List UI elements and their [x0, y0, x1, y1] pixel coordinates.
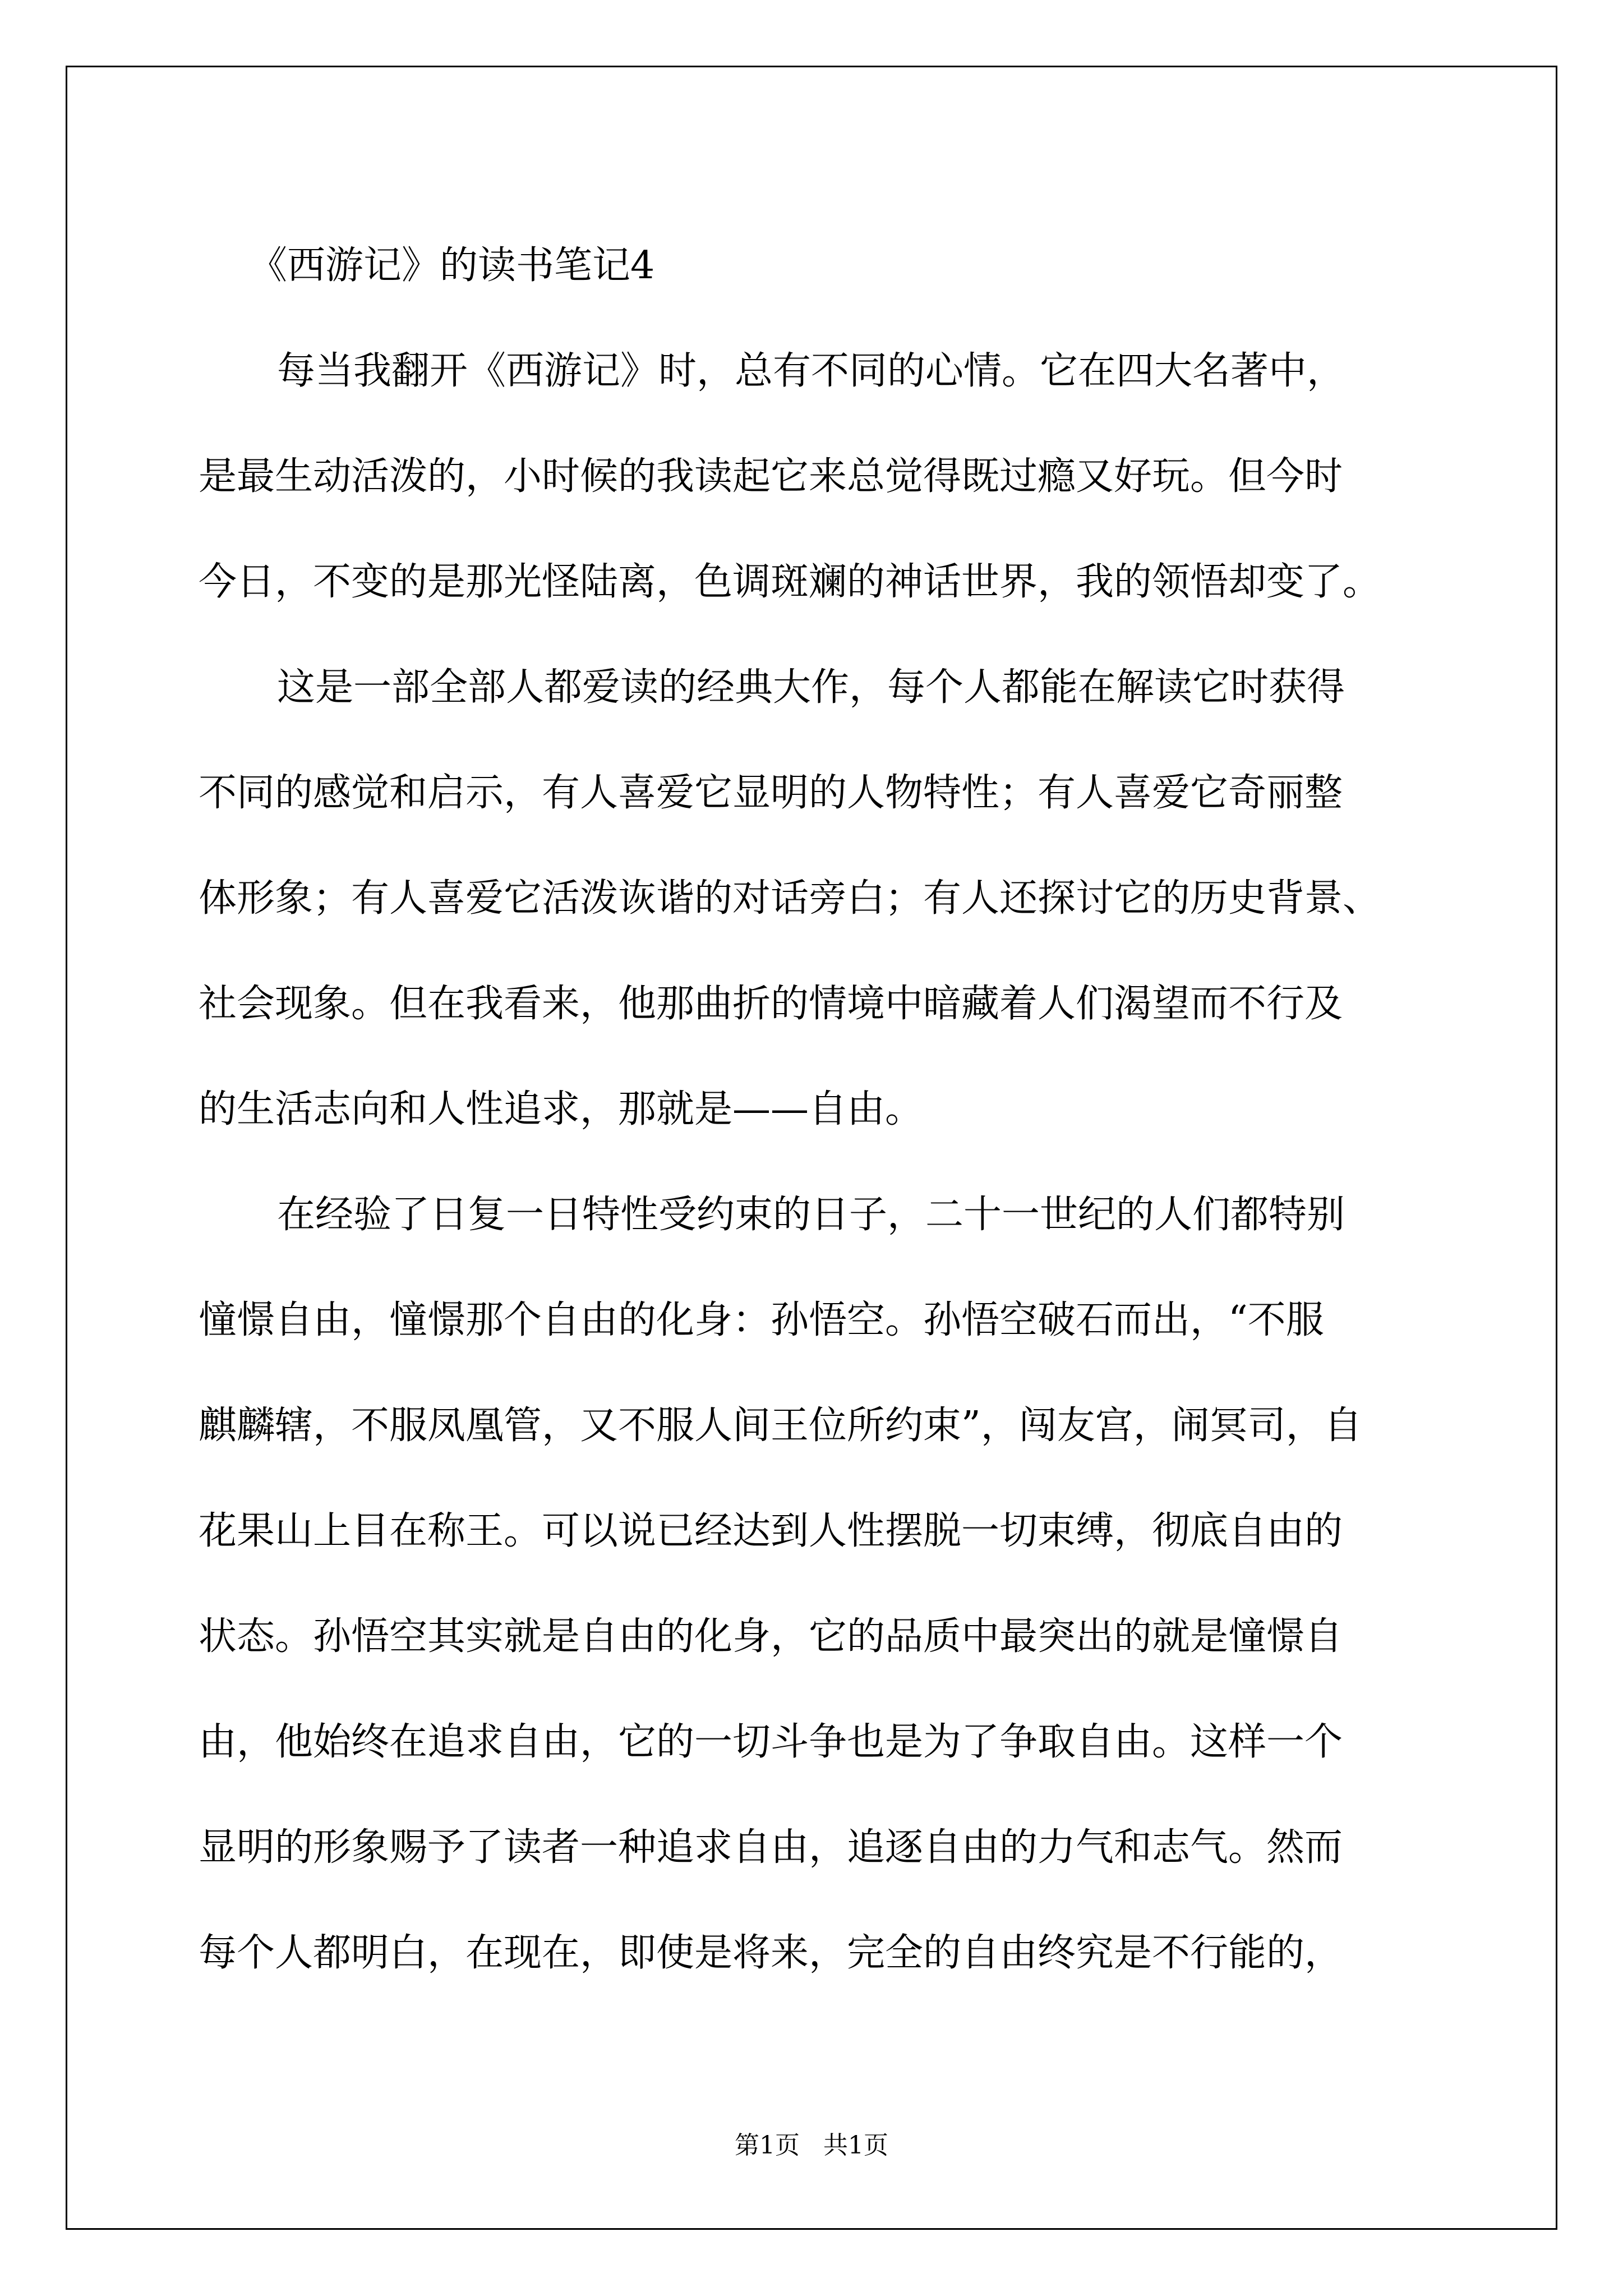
- text-line: 麒麟辖，不服凤凰管，又不服人间王位所约束”，闯友宫，闹冥司，自: [199, 1404, 1362, 1448]
- text-line: 社会现象。但在我看来，他那曲折的情境中暗藏着人们渴望而不行及: [199, 982, 1343, 1026]
- page-total: 共1页: [823, 2131, 888, 2160]
- text-line: 显明的形象赐予了读者一种追求自由，追逐自由的力气和志气。然而: [199, 1825, 1343, 1870]
- text-line: 每个人都明白，在现在，即使是将来，完全的自由终究是不行能的，: [199, 1931, 1343, 1975]
- page-footer: [0, 2129, 1623, 2162]
- text-line: 体形象；有人喜爱它活泼诙谐的对话旁白；有人还探讨它的历史背景、: [199, 876, 1381, 921]
- text-line: 由，他始终在追求自由，它的一切斗争也是为了争取自由。这样一个: [199, 1720, 1343, 1764]
- document-title: 《西游记》的读书笔记4: [249, 243, 655, 288]
- text-line: 今日，不变的是那光怪陆离，色调斑斓的神话世界，我的领悟却变了。: [199, 560, 1381, 604]
- document-body: [199, 213, 1432, 2006]
- text-line: 每当我翻开《西游记》时，总有不同的心情。它在四大名著中，: [277, 349, 1345, 393]
- text-line: 不同的感觉和启示，有人喜爱它显明的人物特性；有人喜爱它奇丽整: [199, 771, 1343, 815]
- page-number: 第1页: [735, 2131, 800, 2160]
- text-line: 憧憬自由，憧憬那个自由的化身：孙悟空。孙悟空破石而出，“不服: [199, 1298, 1324, 1342]
- text-line: 这是一部全部人都爱读的经典大作，每个人都能在解读它时获得: [277, 665, 1345, 710]
- text-line: 状态。孙悟空其实就是自由的化身，它的品质中最突出的就是憧憬自: [199, 1614, 1343, 1659]
- text-line: 花果山上目在称王。可以说已经达到人性摆脱一切束缚，彻底自由的: [199, 1509, 1343, 1553]
- text-line: 是最生动活泼的，小时候的我读起它来总觉得既过瘾又好玩。但今时: [199, 454, 1343, 499]
- text-line: 的生活志向和人性追求，那就是——自由。: [199, 1087, 924, 1131]
- text-line: 在经验了日复一日特性受约束的日子，二十一世纪的人们都特别: [277, 1193, 1345, 1237]
